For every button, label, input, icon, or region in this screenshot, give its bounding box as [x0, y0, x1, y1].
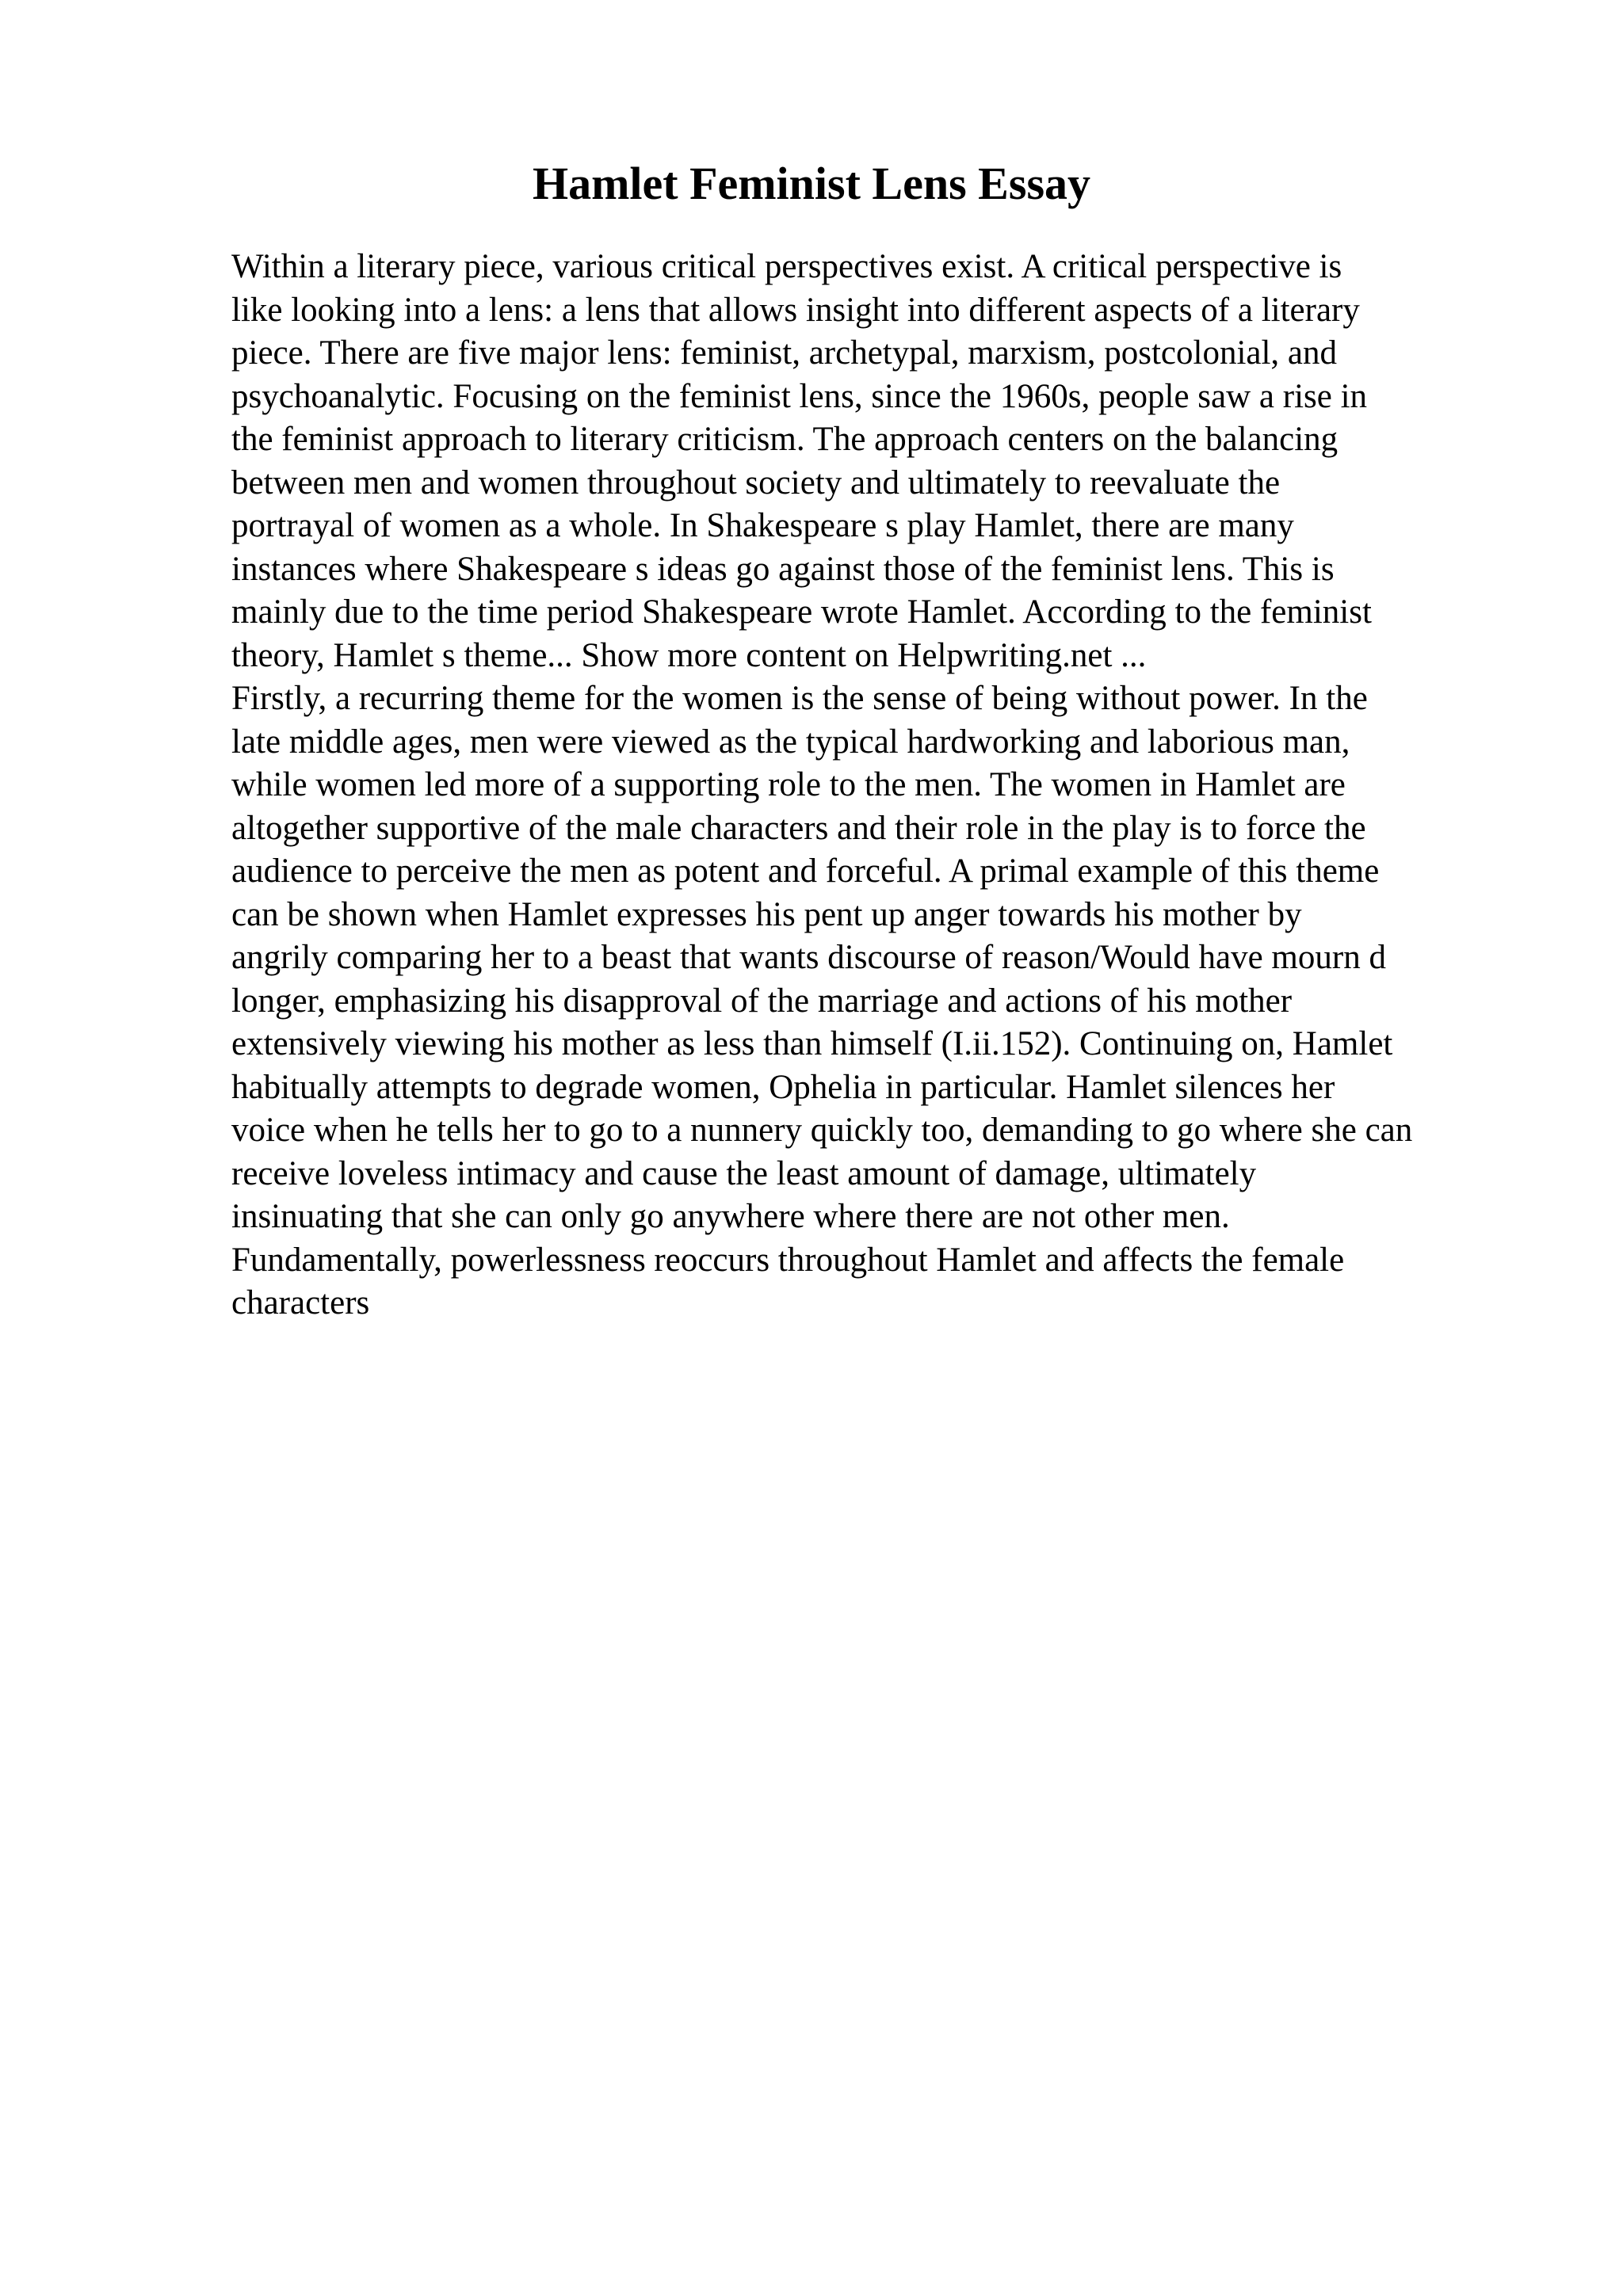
text-line: late middle ages, men were viewed as the typical hardworking and laborious man,: [231, 723, 1350, 761]
text-line: Fundamentally, powerlessness reoccurs throughout Hamlet and affects the female: [231, 1241, 1345, 1279]
text-line: insinuating that she can only go anywhere where there are not other men.: [231, 1198, 1230, 1235]
text-line: audience to perceive the men as potent and forceful. A primal example of this theme: [231, 852, 1380, 890]
text-line: while women led more of a supporting role to the men. The women in Hamlet are: [231, 766, 1346, 803]
text-line: mainly due to the time period Shakespeare wrote Hamlet. According to the feminist: [231, 593, 1372, 631]
text-line: the feminist approach to literary criticism. The approach centers on the balancing: [231, 421, 1338, 458]
text-line: altogether supportive of the male characters and their role in the play is to force the: [231, 809, 1366, 847]
text-line: angrily comparing her to a beast that wants discourse of reason/Would have mourn d: [231, 939, 1386, 976]
text-line: between men and women throughout society and ultimately to reevaluate the: [231, 463, 1281, 502]
text-line: receive loveless intimacy and cause the least amount of damage, ultimately: [231, 1154, 1257, 1192]
text-line: instances where Shakespeare s ideas go against those of the feminist lens. This is: [231, 550, 1335, 588]
text-line: portrayal of women as a whole. In Shakespeare s play Hamlet, there are many: [231, 507, 1294, 544]
text-line: theory, Hamlet s theme... Show more content on Helpwriting.net ...: [231, 636, 1147, 674]
text-line: can be shown when Hamlet expresses his pent up anger towards his mother by: [231, 895, 1302, 933]
text-line: Within a literary piece, various critical perspectives exist. A critical perspective is: [231, 248, 1342, 285]
document-title: Hamlet Feminist Lens Essay: [532, 158, 1091, 209]
text-line: like looking into a lens: a lens that allows insight into different aspects of a literary: [231, 291, 1360, 329]
text-line: Firstly, a recurring theme for the women is the sense of being without power. In the: [231, 680, 1368, 717]
text-line: extensively viewing his mother as less than himself (I.ii.152). Continuing on, Hamlet: [231, 1025, 1393, 1062]
essay-body: [231, 246, 1610, 1325]
text-line: voice when he tells her to go to a nunnery quickly too, demanding to go where she can: [231, 1112, 1413, 1149]
text-line: habitually attempts to degrade women, Ophelia in particular. Hamlet silences her: [231, 1068, 1335, 1106]
text-line: piece. There are five major lens: feminist, archetypal, marxism, postcolonial, and: [231, 334, 1338, 372]
text-line: psychoanalytic. Focusing on the feminist lens, since the 1960s, people saw a rise in: [231, 377, 1368, 415]
text-line: characters: [231, 1284, 370, 1322]
text-line: longer, emphasizing his disapproval of the marriage and actions of his mother: [231, 982, 1293, 1020]
